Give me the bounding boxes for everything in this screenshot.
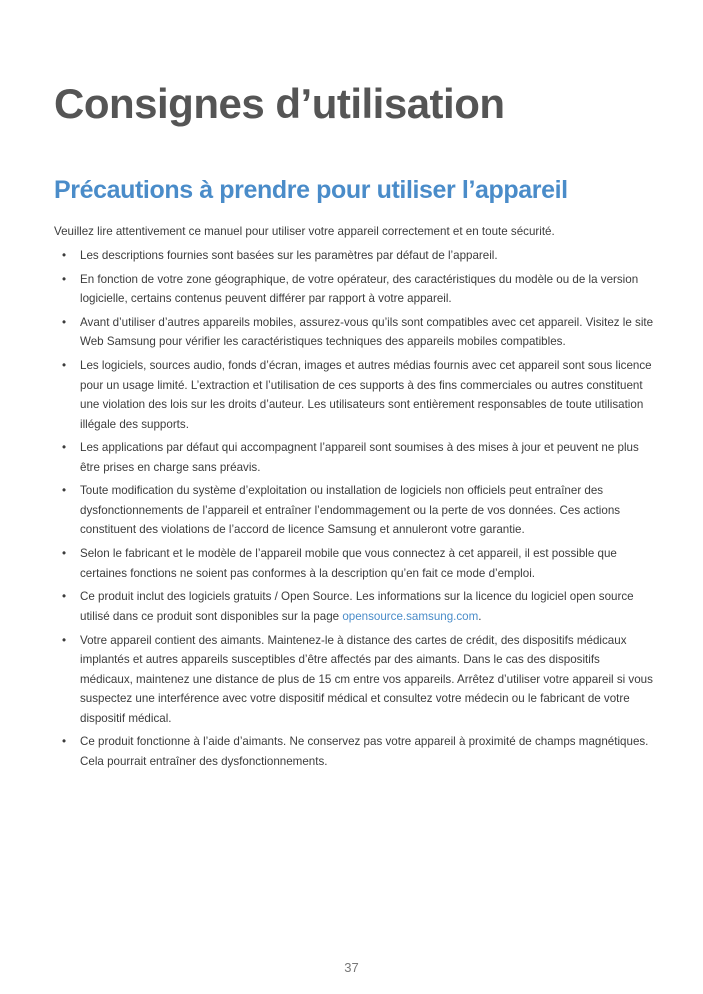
page-number: 37 [344, 960, 359, 975]
list-item-text: Les descriptions fournies sont basées sur les paramètres par défaut de l’appareil. [80, 249, 498, 262]
list-item [54, 631, 654, 729]
bullet-icon: • [62, 315, 67, 329]
bullet-icon: • [62, 735, 67, 749]
bullet-icon: • [62, 547, 67, 561]
bullet-icon: • [62, 272, 67, 286]
bullet-icon: • [62, 590, 67, 604]
page-title: Consignes d’utilisation [54, 80, 505, 127]
opensource-text-end: . [478, 609, 482, 623]
list-item [54, 438, 654, 477]
list-item-text: Les applications par défaut qui accompagnent l’appareil sont soumises à des mises à jour et peuvent ne plus être prises en charge sans préavis. [80, 441, 639, 474]
list-item-opensource [54, 587, 654, 626]
list-item [54, 313, 654, 352]
bullet-icon: • [62, 359, 67, 373]
intro-paragraph: Veuillez lire attentivement ce manuel pour utiliser votre appareil correctement et en toute sécurité. [54, 225, 555, 238]
list-item [54, 732, 654, 771]
list-item [54, 270, 654, 309]
list-item [54, 246, 654, 266]
list-item [54, 481, 654, 540]
list-item [54, 356, 654, 434]
opensource-text: Ce produit inclut des logiciels gratuits / Open Source. Les informations sur la licence du logiciel open source utilisé dans ce produit sont disponibles sur la page [80, 590, 634, 623]
bullet-icon: • [62, 249, 67, 262]
bullet-icon: • [62, 441, 67, 455]
list-item-text [80, 587, 654, 626]
list-item-text: Ce produit fonctionne à l’aide d’aimants. Ne conservez pas votre appareil à proximité de champs magnétiques. Cela pourrait entraîner des dysfonctionnements. [80, 735, 649, 768]
precautions-list [54, 246, 654, 775]
opensource-link[interactable]: opensource.samsung.com [342, 609, 479, 623]
bullet-icon: • [62, 633, 67, 647]
list-item-text: Votre appareil contient des aimants. Maintenez-le à distance des cartes de crédit, des dispositifs médicaux implantés et autres appareils susceptibles d’être affectés par des aimants. Dans le cas des dispositifs médicaux, maintenez une distance de plus de 15 cm entre vos appareils. Arrêtez d’utiliser votre appareil si vous suspectez une interférence avec votre dispositif médical et consultez votre médecin ou le fabricant de votre dispositif médical. [80, 633, 653, 725]
list-item-text: Avant d’utiliser d’autres appareils mobiles, assurez-vous qu’ils sont compatibles avec cet appareil. Visitez le site Web Samsung pour vérifier les caractéristiques techniques des appareils mobiles compatibles. [80, 315, 654, 349]
section-title: Précautions à prendre pour utiliser l’appareil [54, 176, 568, 204]
bullet-icon: • [62, 484, 67, 498]
list-item-text: Selon le fabricant et le modèle de l’appareil mobile que vous connectez à cet appareil, il est possible que certaines fonctions ne soient pas conformes à la description qu’en fait ce mode d’emploi. [80, 547, 617, 580]
list-item-text: En fonction de votre zone géographique, de votre opérateur, des caractéristiques du modèle ou de la version logicielle, certains contenus peuvent différer par rapport à votre appareil. [80, 272, 639, 306]
list-item-text: Les logiciels, sources audio, fonds d’écran, images et autres médias fournis avec cet appareil sont sous licence pour un usage limité. L’extraction et l’utilisation de ces supports à des fins commerciales ou autres constituent une violation des lois sur les droits d’auteur. Les utilisateurs sont entièrement responsables de toute utilisation illégale des supports. [80, 359, 652, 431]
list-item [54, 544, 654, 583]
list-item-text: Toute modification du système d’exploitation ou installation de logiciels non officiels peut entraîner des dysfonctionnements de l’appareil et entraîner l’endommagement ou la perte de vos données. Ces actions constituent des violations de l’accord de licence Samsung et annuleront votre garantie. [80, 484, 621, 537]
